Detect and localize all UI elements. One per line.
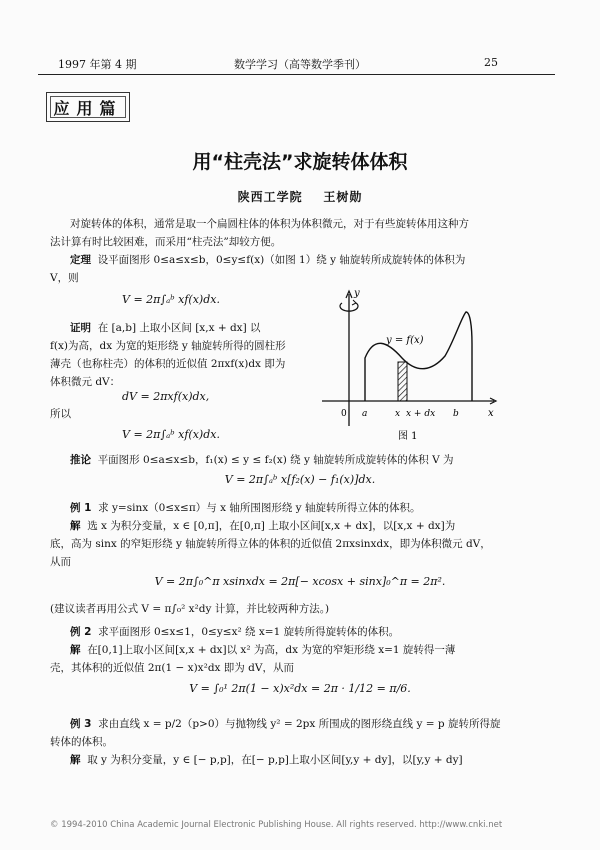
ex2-formula: V = ∫₀¹ 2π(1 − x)x²dx = 2π · 1/12 = π/6. — [189, 682, 411, 695]
article-title: 用“柱壳法”求旋转体体积 — [192, 151, 408, 173]
corollary-label: 推论 — [70, 454, 91, 466]
copyright-footer: © 1994-2010 China Academic Journal Electronic Publishing House. All rights reserved. http://www.cnki.net — [50, 820, 503, 830]
proof-line-3: 薄壳（也称柱壳）的体积的近似值 2πxf(x)dx 即为 — [50, 358, 286, 370]
page-number: 25 — [484, 56, 498, 69]
ex2-text: 求平面图形 0≤x≤1，0≤y≤x² 绕 x=1 旋转所得旋转体的体积。 — [98, 626, 400, 638]
journal-title: 数学学习（高等数学季刊） — [234, 58, 366, 71]
corollary-text: 平面图形 0≤a≤x≤b，f₁(x) ≤ y ≤ f₂(x) 绕 y 轴旋转所成旋转体的体积 V 为 — [97, 454, 454, 466]
theorem-line-2: V，则 — [50, 272, 79, 284]
ex1-label: 例 1 — [70, 502, 92, 514]
theorem-line-1 — [70, 252, 465, 268]
theorem-label: 定理 — [70, 254, 91, 266]
corollary-line — [70, 452, 454, 468]
ex1-formula: V = 2π∫₀^π xsinxdx = 2π[− xcosx + sinx]₀^π = 2π². — [154, 575, 446, 588]
header-rule — [38, 74, 555, 75]
corollary-formula: V = 2π∫ₐᵇ x[f₂(x) − f₁(x)]dx. — [224, 473, 376, 486]
ex3-line-1 — [70, 716, 500, 732]
ex1-sol-1 — [70, 518, 455, 534]
ex3-sol-1 — [70, 752, 463, 768]
ex3-text: 求由直线 x = p/2（p>0）与抛物线 y² = 2px 所围成的图形绕直线 y = p 旋转所得旋 — [98, 718, 501, 730]
theorem-formula: V = 2π∫ₐᵇ xf(x)dx. — [122, 293, 220, 306]
ex1-text: 求 y=sinx（0≤x≤π）与 x 轴所围图形绕 y 轴旋转所得立体的体积。 — [98, 502, 421, 514]
proof-formula: V = 2π∫ₐᵇ xf(x)dx. — [122, 428, 220, 441]
tick-a: a — [362, 409, 368, 419]
ex3-label: 例 3 — [70, 718, 92, 730]
rotation-arrowhead-icon — [352, 300, 356, 305]
ex1-line — [70, 500, 420, 516]
figure-1 — [322, 286, 500, 446]
ex3-line-2: 转体的体积。 — [50, 736, 113, 748]
intro-line-2: 法计算有时比较困难，而采用“柱壳法”却较方便。 — [50, 236, 282, 248]
theorem-text: 设平面图形 0≤a≤x≤b，0≤y≤f(x)（如图 1）绕 y 轴旋转所成旋转体的体积为 — [97, 254, 466, 266]
figure-caption: 图 1 — [398, 431, 418, 442]
ex3-sol-label: 解 — [70, 754, 81, 766]
ex1-sol-2: 底，高为 sinx 的窄矩形绕 y 轴旋转所得立体的体积的近似值 2πxsinxdx，即为体积微元 dV， — [50, 538, 491, 550]
ex2-sol-label: 解 — [70, 644, 81, 656]
author-name: 王树勋 — [323, 190, 363, 204]
proof-dv: dV = 2πxf(x)dx, — [122, 390, 210, 403]
ex2-sol-1 — [70, 642, 455, 658]
ex1-sol-label: 解 — [70, 520, 81, 532]
ex1-sol-3: 从而 — [50, 556, 71, 568]
author-affiliation: 陕西工学院 — [237, 190, 303, 204]
curve-fx — [365, 312, 472, 401]
shell-strip — [398, 362, 407, 401]
tick-b: b — [453, 409, 459, 419]
proof-line-4: 体积微元 dV： — [50, 376, 121, 388]
proof-line-2: f(x)为高，dx 为宽的矩形绕 y 轴旋转所得的圆柱形 — [50, 340, 286, 352]
proof-so: 所以 — [50, 408, 71, 420]
section-text: 应用篇 — [53, 98, 123, 118]
tick-x: x — [395, 409, 401, 419]
ex2-sol-2: 壳，其体积的近似值 2π(1 − x)x²dx 即为 dV，从而 — [50, 662, 294, 674]
curve-label: y = f(x) — [386, 335, 424, 346]
ex1-sol-text: 选 x 为积分变量，x ∈ [0,π]，在[0,π] 上取小区间[x,x + dx]，以[x,x + dx]为 — [87, 520, 456, 532]
ex3-sol-text: 取 y 为积分变量，y ∈ [− p,p]，在[− p,p]上取小区间[y,y + dy]，以[y,y + dy] — [87, 754, 463, 766]
y-axis-label: y — [354, 288, 360, 299]
proof-text: 在 [a,b] 上取小区间 [x,x + dx] 以 — [97, 322, 261, 334]
intro-line-1: 对旋转体的体积，通常是取一个扁圆柱体的体积为体积微元，对于有些旋转体用这种方 — [70, 218, 469, 230]
ex2-sol-text: 在[0,1]上取小区间[x,x + dx]以 x² 为高，dx 为宽的窄矩形绕 x=1 旋转得一薄 — [87, 644, 456, 656]
ex2-label: 例 2 — [70, 626, 92, 638]
proof-line-1 — [70, 320, 261, 336]
proof-label: 证明 — [70, 322, 91, 334]
issue-label: 1997 年第 4 期 — [58, 58, 137, 71]
tick-origin: 0 — [341, 409, 347, 419]
section-label — [46, 92, 130, 122]
tick-x-dx: x + dx — [406, 409, 436, 419]
x-axis-label: x — [488, 408, 494, 419]
ex1-note: (建议读者再用公式 V = π∫₀² x²dy 计算，并比较两种方法。) — [50, 603, 330, 615]
ex2-line — [70, 624, 399, 640]
author-line — [0, 188, 600, 205]
